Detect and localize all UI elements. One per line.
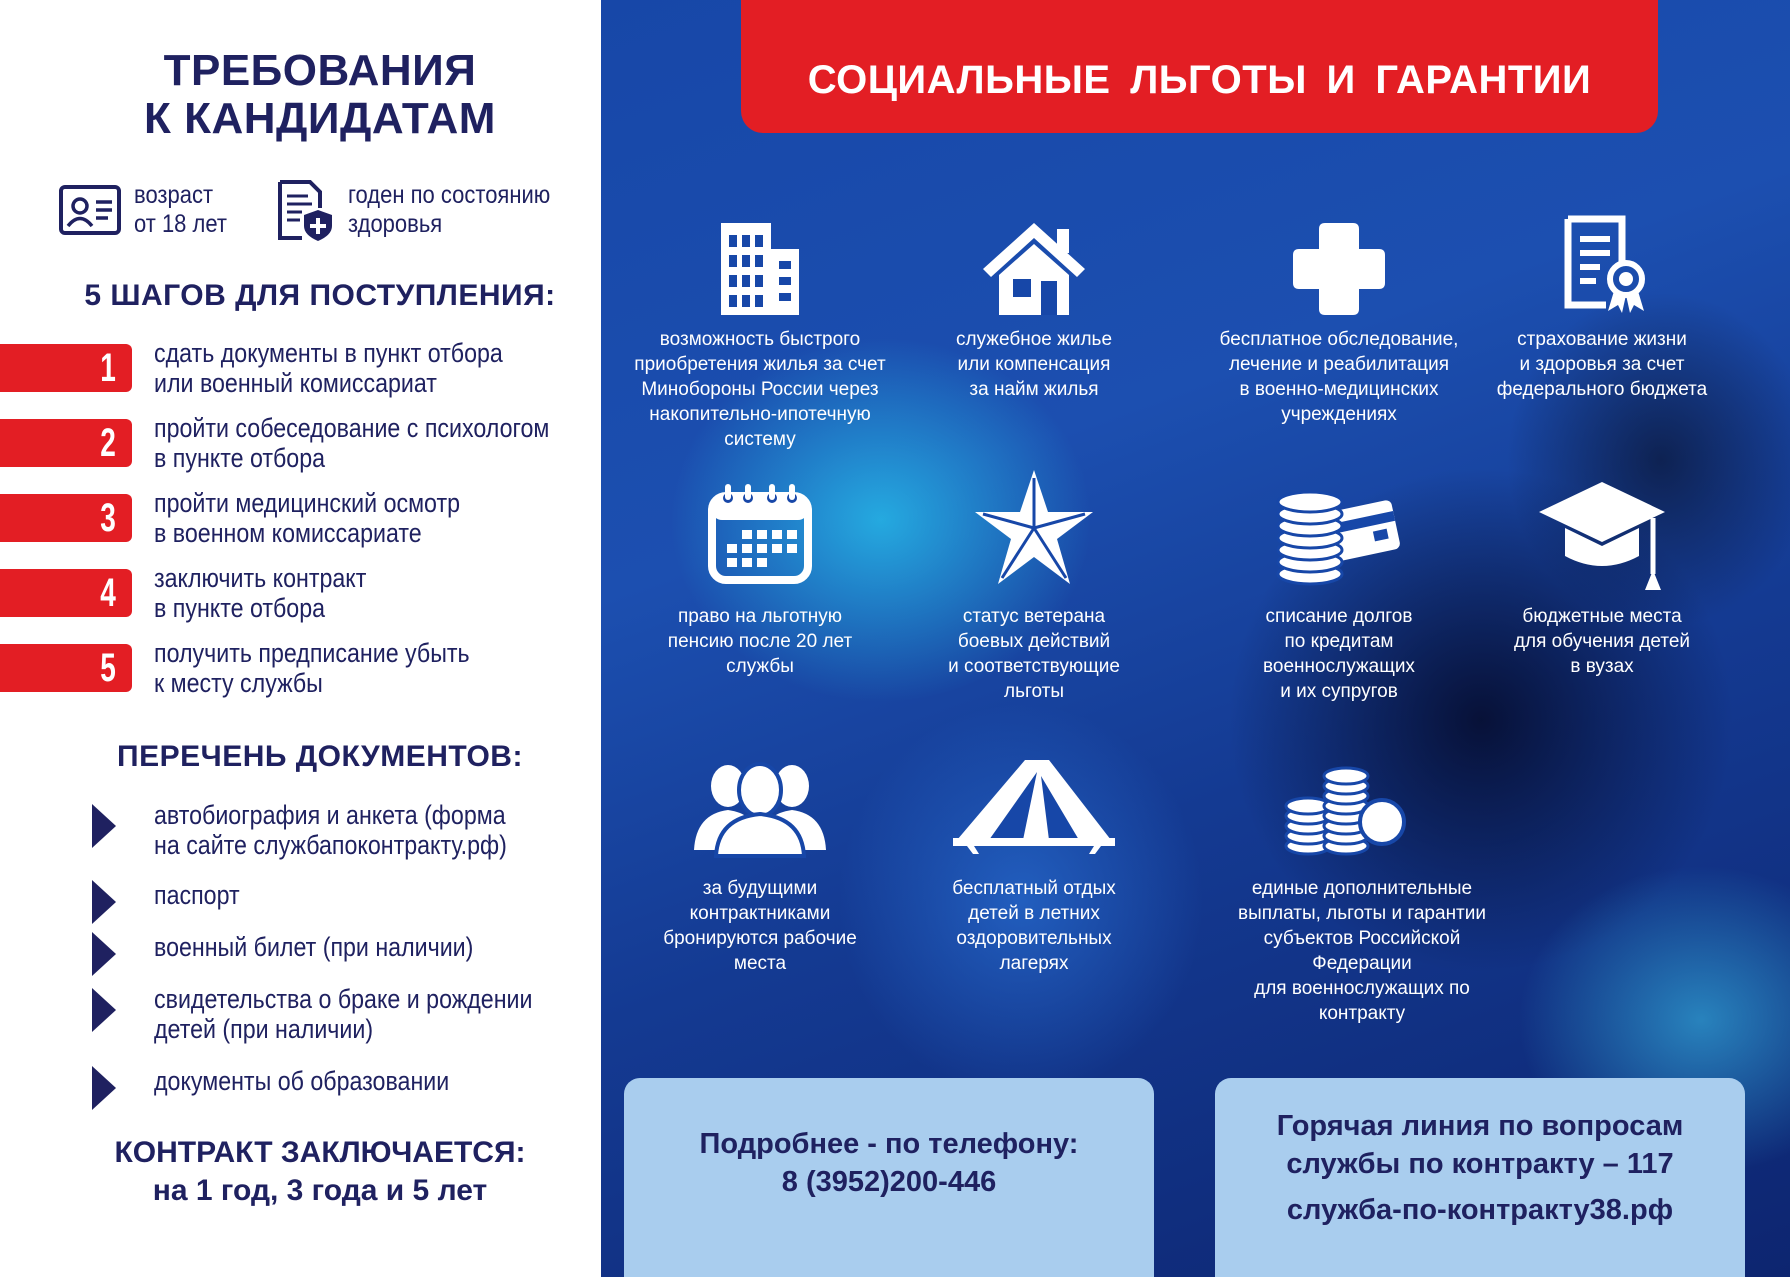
requirement-health [272, 178, 578, 242]
benefit-text: возможность быстрого приобретения жилья за счет Минобороны России через накопительно-ипотечную систему [634, 329, 886, 450]
requirement-age-text: возраст от 18 лет [134, 181, 227, 238]
step-number: 1 [100, 346, 116, 390]
arrow-icon [92, 988, 116, 1032]
step-number: 3 [100, 496, 116, 540]
step-text: заключить контракт в пункте отбора [154, 563, 367, 623]
id-card-icon [58, 178, 122, 242]
coin-stacks-icon [1284, 762, 1408, 858]
hotline-number[interactable]: службы по контракту – 117 [1286, 1148, 1674, 1180]
star-icon [972, 468, 1096, 588]
arrow-icon [92, 932, 116, 976]
benefits-panel [601, 0, 1790, 1277]
phone-info-label: Подробнее - по телефону: [699, 1128, 1079, 1160]
requirements-title-line2: К КАНДИДАТАМ [144, 94, 496, 143]
medical-document-icon [272, 178, 336, 242]
hotline-label: Горячая линия по вопросам [1276, 1110, 1684, 1142]
website-link[interactable]: служба-по-контракту38.рф [1286, 1194, 1674, 1226]
benefit-text: право на льготную пенсию после 20 лет службы [667, 606, 853, 677]
requirement-age [58, 178, 240, 242]
step-number: 5 [100, 646, 116, 690]
tent-icon [951, 758, 1117, 858]
banner-title: СОЦИАЛЬНЫЕ ЛЬГОТЫ И ГАРАНТИИ [807, 58, 1592, 102]
documents-heading: ПЕРЕЧЕНЬ ДОКУМЕНТОВ: [117, 740, 523, 773]
arrow-icon [92, 804, 116, 848]
arrow-icon [92, 880, 116, 924]
step-text: пройти собеседование с психологом в пункте отбора [154, 413, 550, 473]
requirements-panel: ТРЕБОВАНИЯ К КАНДИДАТАМ возраст от 18 лет годен по состоянию здоровья 5 ШАГОВ ДЛЯ ПОСТУПЛЕНИЯ: 1 сдать документы в пункт отбора или военный комиссариат 2 пройти собеседование с психологом в пункте отбора 3 пройти медицинский осмотр в военном комиссариате 4 заключить контракт в пункте отбора 5 получить предписание убыть к месту службы ПЕРЕЧЕНЬ ДОКУМЕНТОВ: автобиография и анкета (форма на сайте службапоконтракту.рф) паспорт военный билет (при наличии) свидетельства о браке и рождении детей (при наличии) документы об образовании КОНТРАКТ ЗАКЛЮЧАЕТСЯ: на 1 год, 3 года и 5 лет [0, 0, 601, 1277]
benefits-banner [741, 0, 1658, 133]
benefit-text: за будущими контрактниками бронируются рабочие места [663, 878, 857, 974]
benefit-text: статус ветерана боевых действий и соответствующие льготы [948, 606, 1120, 702]
calendar-icon [708, 484, 812, 584]
phone-number-link[interactable]: 8 (3952)200-446 [781, 1166, 997, 1198]
step-text: пройти медицинский осмотр в военном комиссариате [154, 488, 461, 548]
contract-heading: КОНТРАКТ ЗАКЛЮЧАЕТСЯ: [114, 1136, 526, 1169]
benefit-text: бесплатное обследование, лечение и реабилитация в военно-медицинских учреждениях [1219, 329, 1459, 425]
benefit-text: страхование жизни и здоровья за счет федерального бюджета [1496, 329, 1708, 400]
arrow-icon [92, 1066, 116, 1110]
hotline-info-box [1215, 1078, 1745, 1277]
step-number: 2 [100, 421, 116, 465]
phone-info-box [624, 1078, 1154, 1277]
benefit-text: бесплатный отдых детей в летних оздоровительных лагерях [952, 878, 1116, 974]
requirement-health-text: годен по состоянию здоровья [348, 181, 551, 238]
benefit-text: единые дополнительные выплаты, льготы и гарантии субъектов Российской Федерации для военнослужащих по контракту [1237, 878, 1486, 1024]
benefit-text: служебное жилье или компенсация за найм жилья [955, 329, 1113, 400]
people-icon [692, 758, 828, 858]
coins-card-icon [1276, 488, 1402, 588]
house-icon [979, 219, 1089, 319]
medical-cross-icon [1289, 219, 1389, 319]
requirements-title-line1: ТРЕБОВАНИЯ [163, 46, 477, 95]
building-icon [715, 219, 805, 319]
contract-terms: на 1 год, 3 года и 5 лет [152, 1174, 488, 1207]
benefit-text: списание долгов по кредитам военнослужащих и их супругов [1263, 606, 1415, 702]
graduation-cap-icon [1537, 478, 1667, 594]
step-number: 4 [100, 571, 116, 615]
steps-heading: 5 ШАГОВ ДЛЯ ПОСТУПЛЕНИЯ: [84, 279, 556, 312]
step-text: сдать документы в пункт отбора или военный комиссариат [154, 338, 503, 398]
benefit-text: бюджетные места для обучения детей в вузах [1513, 606, 1691, 677]
step-text: получить предписание убыть к месту службы [154, 638, 470, 698]
certificate-icon [1552, 215, 1652, 315]
